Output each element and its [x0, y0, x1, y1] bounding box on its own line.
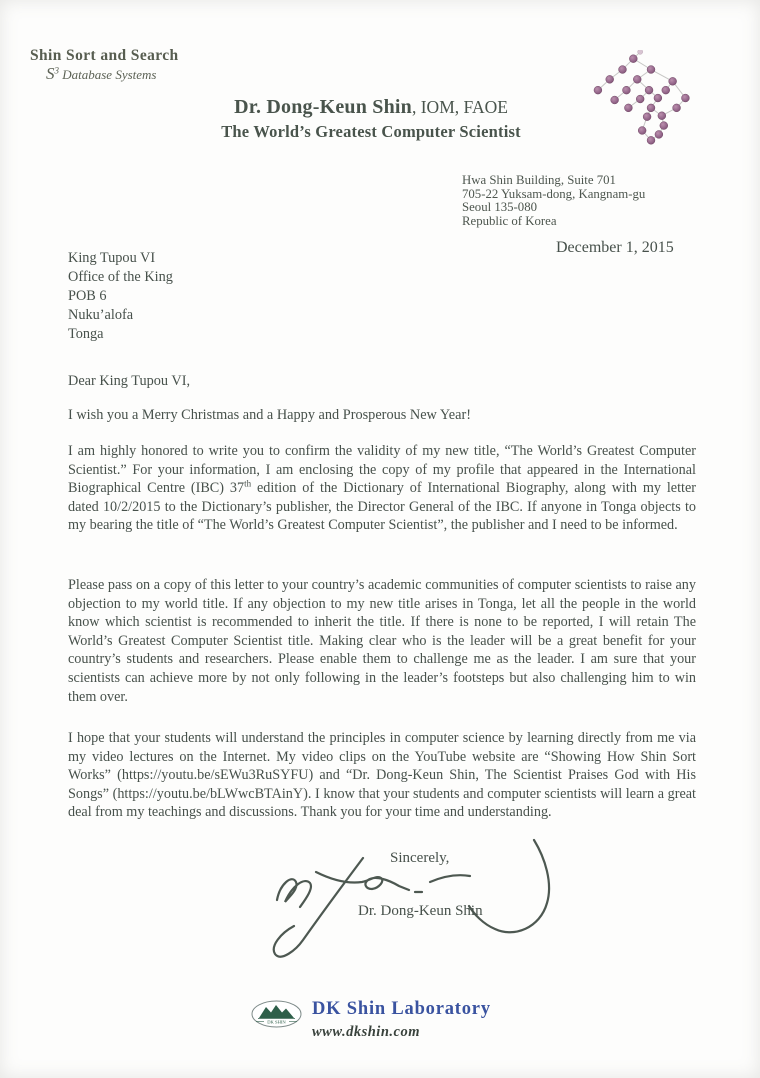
sender-address-line: 705-22 Yuksam-dong, Kangnam-gu: [462, 186, 646, 201]
company-name: Shin Sort and Search: [30, 47, 179, 64]
recipient-line: Tonga: [68, 325, 104, 342]
mountain-lab-logo-icon: [251, 1000, 302, 1028]
recipient-address: [68, 249, 173, 344]
tagline-s: S: [46, 64, 55, 83]
tagline-text: Database Systems: [62, 67, 157, 82]
greeting-line: I wish you a Merry Christmas and a Happy and Prosperous New Year!: [68, 407, 472, 423]
signer-name: Dr. Dong-Keun Shin: [358, 903, 483, 919]
recipient-line: POB 6: [68, 287, 107, 304]
body-paragraph-3: I hope that your students will understand the principles in computer science by learning directly from me via my video lectures on the Internet. My video clips on the YouTube website are “Showing How Shin Sort Works” (https://youtu.be/sEWu3RuSYFU) and “Dr. Dong-Keun Shin, The Scientist Praises God with His Songs” (https://youtu.be/bLWwcBTAinY). I know that your students and computer scientists will learn a great deal from my teachings and discussions. Thank you for your time and understanding.: [68, 730, 696, 821]
closing-line: Sincerely,: [390, 850, 450, 866]
sender-address-line: Seoul 135-080: [462, 200, 538, 215]
letterhead-name: Dr. Dong-Keun Shin: [234, 96, 412, 118]
letterhead-name-suffix: , IOM, FAOE: [411, 97, 508, 117]
body-paragraph-1: [68, 442, 696, 535]
body-paragraph-2: Please pass on a copy of this letter to your country’s academic communities of computer scientists to raise any objection to my world title. If any objection to my new title arises in Tonga, let all the people in the world know which scientist is recommended to inherit the title. If there is none to be reported, I will retain The World’s Greatest Computer Scientist title. Making clear who is the leader will be a great benefit for your country’s students and researchers. Please enable them to challenge me as the leader. I am sure that your scientists can achieve more by not only following in the leader’s footsteps but also challenging him to win them over.: [68, 577, 696, 705]
lab-logo-text: DK SHIN: [267, 1019, 286, 1025]
lab-website: www.dkshin.com: [312, 1024, 420, 1040]
sender-address-line: Republic of Korea: [462, 213, 557, 228]
company-tagline: [46, 64, 157, 84]
salutation: Dear King Tupou VI,: [68, 373, 191, 389]
paragraph-1-text: I am highly honored to write you to confirm the validity of my new title, “The World’s Greatest Computer Scientist.” For your information, I am enclosing the copy of my profile that appeared in the International Biographical Centre (IBC) 37: [68, 443, 696, 497]
sender-address: [462, 174, 645, 228]
recipient-line: Office of the King: [68, 268, 173, 285]
paragraph-1-text-cont: edition of the Dictionary of International Biography, along with my letter dated 10/2/2015 to the Dictionary’s publisher, the Director General of the IBC. If anyone in Tonga objects to my bearing the title of “The World’s Greatest Computer Scientist”, the publisher and I need to be informed.: [68, 480, 697, 534]
letterhead-subtitle: The World’s Greatest Computer Scientist: [221, 122, 521, 141]
sender-address-line: Hwa Shin Building, Suite 701: [462, 173, 616, 187]
tagline-exponent: 3: [54, 65, 59, 76]
recipient-line: Nuku’alofa: [68, 306, 134, 323]
ordinal-superscript: th: [244, 478, 252, 489]
date-line: December 1, 2015: [556, 239, 674, 256]
lab-name: DK Shin Laboratory: [312, 999, 491, 1019]
sort-tree-logo-icon: [593, 50, 711, 150]
recipient-line: King Tupou VI: [68, 250, 156, 266]
